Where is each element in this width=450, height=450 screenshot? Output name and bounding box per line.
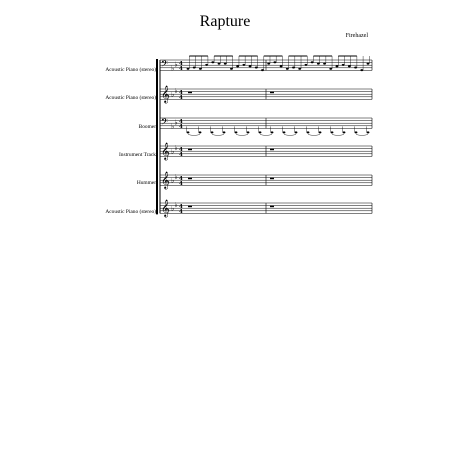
note-head (292, 67, 295, 69)
whole-rest (270, 178, 274, 180)
note-head (295, 131, 298, 133)
treble-clef-icon: 𝄞 (161, 85, 170, 103)
note-head (311, 61, 314, 63)
note-head (259, 131, 262, 133)
note-head (348, 65, 351, 67)
note-head (367, 131, 370, 133)
whole-rest (270, 92, 274, 94)
note-head (354, 67, 357, 69)
note-head (218, 63, 221, 65)
tie-arc (356, 134, 368, 135)
flat-icon: ♭ (174, 118, 178, 127)
note-head (247, 131, 250, 133)
time-signature: 4 (179, 152, 183, 159)
time-signature: 4 (179, 124, 183, 131)
treble-clef-icon: 𝄞 (161, 171, 170, 189)
time-signature: 4 (179, 118, 183, 125)
note-head (242, 64, 245, 66)
composer-name: Firehazel (345, 33, 368, 39)
staff-label-3: Boomer (138, 124, 156, 130)
flat-icon: ♭ (174, 172, 178, 181)
note-head (323, 63, 326, 65)
note-head (211, 61, 214, 63)
time-signature: 4 (179, 95, 183, 102)
whole-rest (188, 178, 192, 180)
tie-arc (260, 134, 272, 135)
time-signature: 4 (179, 175, 183, 182)
flat-icon: ♭ (171, 90, 175, 99)
staff-label-6: Acoustic Piano (stereo) (105, 209, 156, 215)
treble-clef-icon: 𝄞 (161, 142, 170, 160)
note-head (261, 69, 264, 71)
note-head (235, 131, 238, 133)
note-head (205, 64, 208, 66)
note-head (267, 63, 270, 65)
note-head (367, 63, 370, 65)
note-head (187, 131, 190, 133)
flat-icon: ♭ (174, 143, 178, 152)
flat-icon: ♭ (174, 60, 178, 69)
note-head (336, 65, 339, 67)
time-signature: 4 (179, 146, 183, 153)
flat-icon: ♭ (171, 176, 175, 185)
note-head (298, 68, 301, 70)
note-head (193, 67, 196, 69)
note-head (329, 68, 332, 70)
note-head (355, 131, 358, 133)
bass-clef-icon: 𝄢 (161, 58, 169, 72)
note-head (283, 131, 286, 133)
note-head (223, 131, 226, 133)
note-head (360, 69, 363, 71)
staff-label-2: Acoustic Piano (stereo) (105, 95, 156, 101)
note-head (224, 63, 227, 65)
tie-arc (188, 134, 200, 135)
whole-rest (188, 92, 192, 94)
note-head (342, 64, 345, 66)
time-signature: 4 (179, 66, 183, 73)
note-head (286, 68, 289, 70)
time-signature: 4 (179, 60, 183, 67)
flat-icon: ♭ (174, 86, 178, 95)
flat-icon: ♭ (171, 147, 175, 156)
flat-icon: ♭ (171, 122, 175, 131)
staff-label-1: Acoustic Piano (stereo) (105, 67, 156, 73)
flat-icon: ♭ (171, 204, 175, 213)
note-head (307, 131, 310, 133)
tie-arc (284, 134, 296, 135)
note-head (199, 68, 202, 70)
time-signature: 4 (179, 209, 183, 216)
note-head (343, 131, 346, 133)
time-signature: 4 (179, 181, 183, 188)
note-head (319, 131, 322, 133)
tie-arc (308, 134, 320, 135)
note-head (187, 68, 190, 70)
tie-arc (236, 134, 248, 135)
note-head (280, 65, 283, 67)
tie-arc (212, 134, 224, 135)
time-signature: 4 (179, 89, 183, 96)
tie-arc (332, 134, 344, 135)
note-head (255, 67, 258, 69)
note-head (317, 63, 320, 65)
note-head (230, 68, 233, 70)
flat-icon: ♭ (171, 64, 175, 73)
staff-label-5: Hummer (136, 180, 156, 186)
flat-icon: ♭ (174, 200, 178, 209)
bass-clef-icon: 𝄢 (161, 116, 169, 130)
note-head (249, 65, 252, 67)
whole-rest (270, 206, 274, 208)
note-head (271, 131, 274, 133)
note-head (305, 64, 308, 66)
treble-clef-icon: 𝄞 (161, 199, 170, 217)
note-head (236, 65, 239, 67)
note-head (199, 131, 202, 133)
note-head (331, 131, 334, 133)
staff-label-4: Instrument Track (119, 152, 156, 158)
whole-rest (188, 149, 192, 151)
note-head (273, 61, 276, 63)
note-head (211, 131, 214, 133)
time-signature: 4 (179, 203, 183, 210)
whole-rest (270, 149, 274, 151)
score-title: Rapture (199, 13, 251, 30)
whole-rest (188, 206, 192, 208)
